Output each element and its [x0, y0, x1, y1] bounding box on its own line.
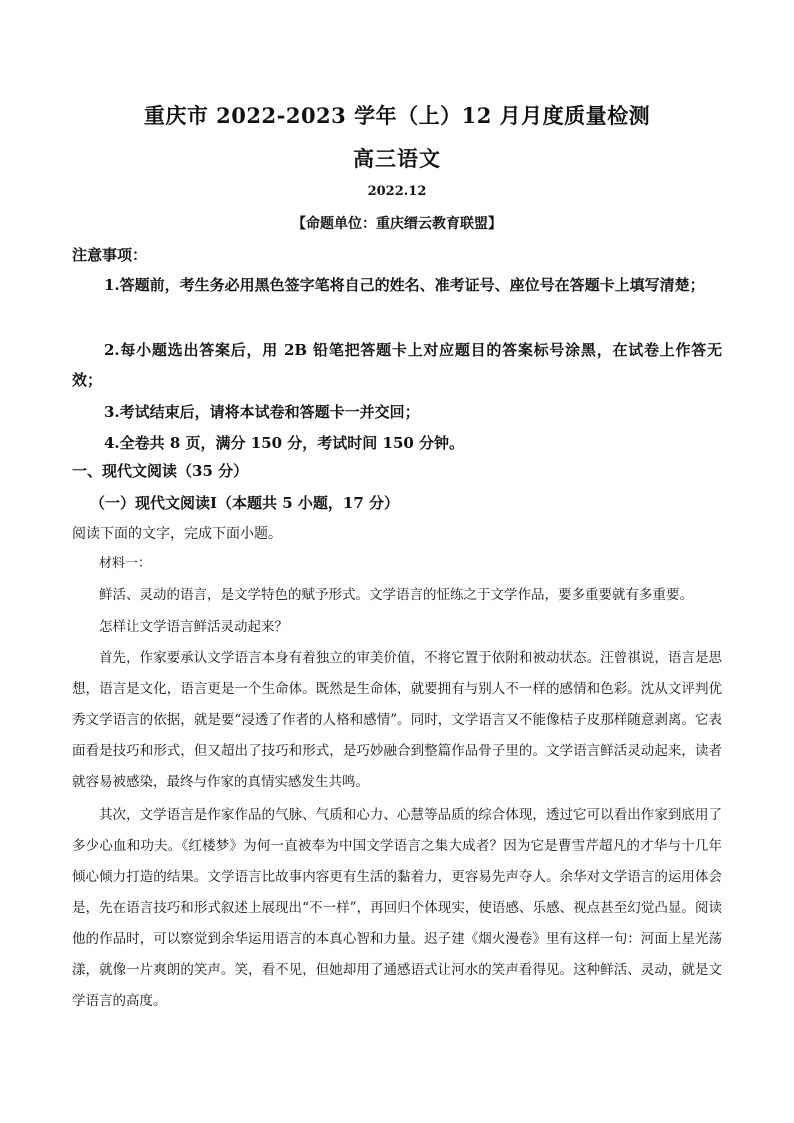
exam-date: 2022.12 — [367, 184, 427, 199]
exam-subject: 高三语文 — [353, 146, 441, 171]
material-paragraph: 其次，文学语言是作家作品的气脉、气质和心力、心慧等品质的综合体现，透过它可以看出作家到底用了多少心血和功夫。《红楼梦》为何一直被奉为中国文学语言之集大成者？因为它是曹雪芹超凡的才华与十几年倾心倾力打造的结果。文学语言比故事内容更有生活的黏着力，更容易先声夺人。余华对文学语言的运用体会是，先在语言技巧和形式叙述上展现出“不一样”，再回归个体现实，使语感、乐感、视点甚至幻觉凸显。阅读他的作品时，可以察觉到余华运用语言的本真心智和力量。迟子建《烟火漫卷》里有这样一句：河面上星光荡漾，就像一片爽朗的笑声。笑，看不见，但她却用了通感语式让河水的笑声看得见。这种鲜活、灵动，就是文学语言的高度。 — [72, 807, 722, 1009]
subsection-heading: （一）现代文阅读Ⅰ（本题共 5 小题，17 分） — [90, 494, 399, 512]
notice-item-1: 1.答题前，考生务必用黑色签字笔将自己的姓名、准考证号、座位号在答题卡上填写清楚； — [104, 276, 705, 294]
exam-unit: 【命题单位：重庆缙云教育联盟】 — [292, 216, 502, 232]
notice-heading: 注意事项： — [72, 246, 148, 264]
material-paragraph: 怎样让文学语言鲜活灵动起来？ — [99, 619, 288, 635]
section-heading: 一、现代文阅读（35 分） — [72, 462, 249, 480]
exam-title: 重庆市 2022-2023 学年（上）12 月月度质量检测 — [143, 103, 651, 128]
notice-item-2: 2.每小题选出答案后，用 2B 铅笔把答题卡上对应题目的答案标号涂黑，在试卷上作答无效； — [72, 341, 722, 389]
material-paragraph: 鲜活、灵动的语言，是文学特色的赋予形式。文学语言的怔练之于文学作品，要多重要就有多重要。 — [99, 587, 693, 603]
material-label: 材料一： — [99, 556, 152, 571]
reading-instruction: 阅读下面的文字，完成下面小题。 — [72, 526, 282, 542]
material-paragraph: 首先，作家要承认文学语言本身有着独立的审美价值，不将它置于依附和被动状态。汪曾祺说，语言是思想，语言是文化，语言更是一个生命体。既然是生命体，就要拥有与别人不一样的感情和色彩。沈从文评判优秀文学语言的依据，就是要“浸透了作者的人格和感情”。同时，文学语言又不能像桔子皮那样随意剥离。它表面看是技巧和形式，但又超出了技巧和形式，是巧妙融合到整篇作品骨子里的。文学语言鲜活灵动起来，读者就容易被感染，最终与作家的真情实感发生共鸣。 — [72, 650, 722, 790]
notice-item-3: 3.考试结束后，请将本试卷和答题卡一并交回； — [104, 403, 420, 421]
notice-item-4: 4.全卷共 8 页，满分 150 分，考试时间 150 分钟。 — [104, 434, 465, 452]
